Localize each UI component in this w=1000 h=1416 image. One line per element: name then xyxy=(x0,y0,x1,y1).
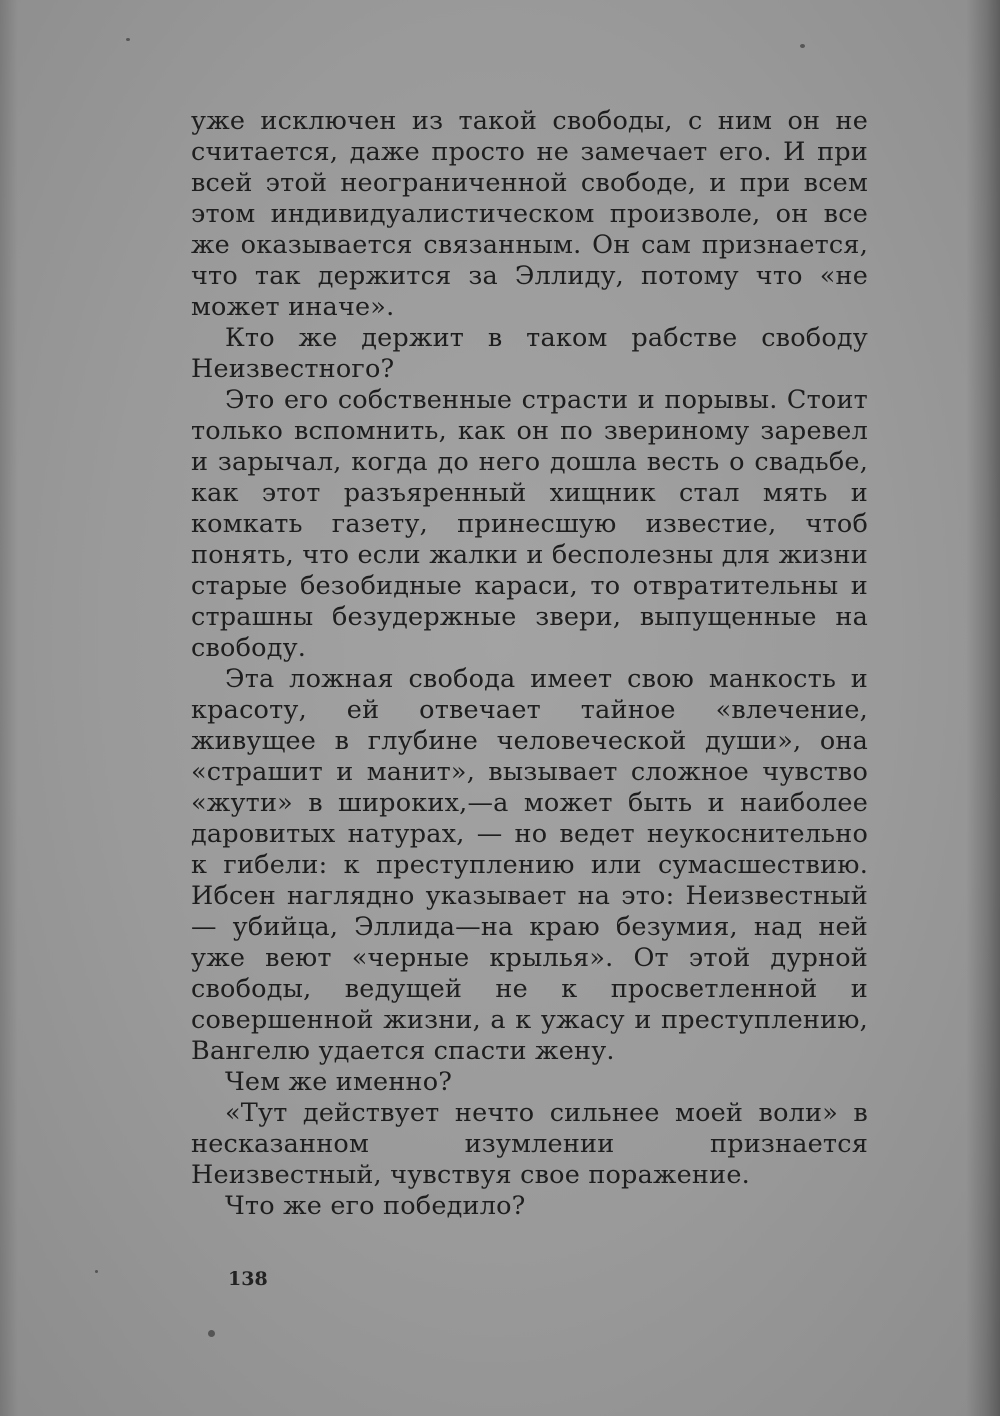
page-right-shadow xyxy=(966,0,1000,1416)
paragraph: Кто же держит в таком рабстве свободу Неизвестного? xyxy=(191,323,868,384)
page-left-shadow xyxy=(0,0,18,1416)
paper-speck xyxy=(208,1330,215,1337)
paper-speck xyxy=(800,44,805,48)
body-text xyxy=(191,106,868,1222)
paragraph: Эта ложная свобода имеет свою манкость и красоту, ей отвечает тайное «влечение, живущее в глубине человеческой души», она «страшит и манит», вызывает сложное чувство «жути» в широких,—а может быть и наиболее даровитых натурах, — но ведет неукоснительно к гибели: к преступлению или сумасшествию. Ибсен наглядно указывает на это: Неизвестный— убийца, Эллида—на краю безумия, над ней уже веют «черные крылья». От этой дурной свободы, ведущей не к просветленной и совершенной жизни, а к ужасу и преступлению, Вангелю удается спасти жену. xyxy=(191,664,868,1066)
paper-speck xyxy=(126,38,130,41)
paragraph: уже исключен из такой свободы, с ним он не считается, даже просто не замечает его. И при всей этой неограниченной свободе, и при всем этом индивидуалистическом произволе, он все же оказывается связанным. Он сам признается, что так держится за Эллиду, потому что «не может иначе». xyxy=(191,106,868,322)
page-number: 138 xyxy=(228,1268,268,1290)
paragraph: Это его собственные страсти и порывы. Стоит только вспомнить, как он по звериному заревел и зарычал, когда до него дошла весть о свадьбе, как этот разъяренный хищник стал мять и комкать газету, принесшую известие, чтоб понять, что если жалки и бесполезны для жизни старые безобидные караси, то отвратительны и страшны безудержные звери, выпущенные на свободу. xyxy=(191,385,868,663)
paper-speck xyxy=(95,1270,98,1273)
paragraph: «Тут действует нечто сильнее моей воли» в несказанном изумлении признается Неизвестный, чувствуя свое поражение. xyxy=(191,1098,868,1190)
paragraph: Что же его победило? xyxy=(225,1191,526,1221)
paragraph: Чем же именно? xyxy=(225,1067,453,1097)
